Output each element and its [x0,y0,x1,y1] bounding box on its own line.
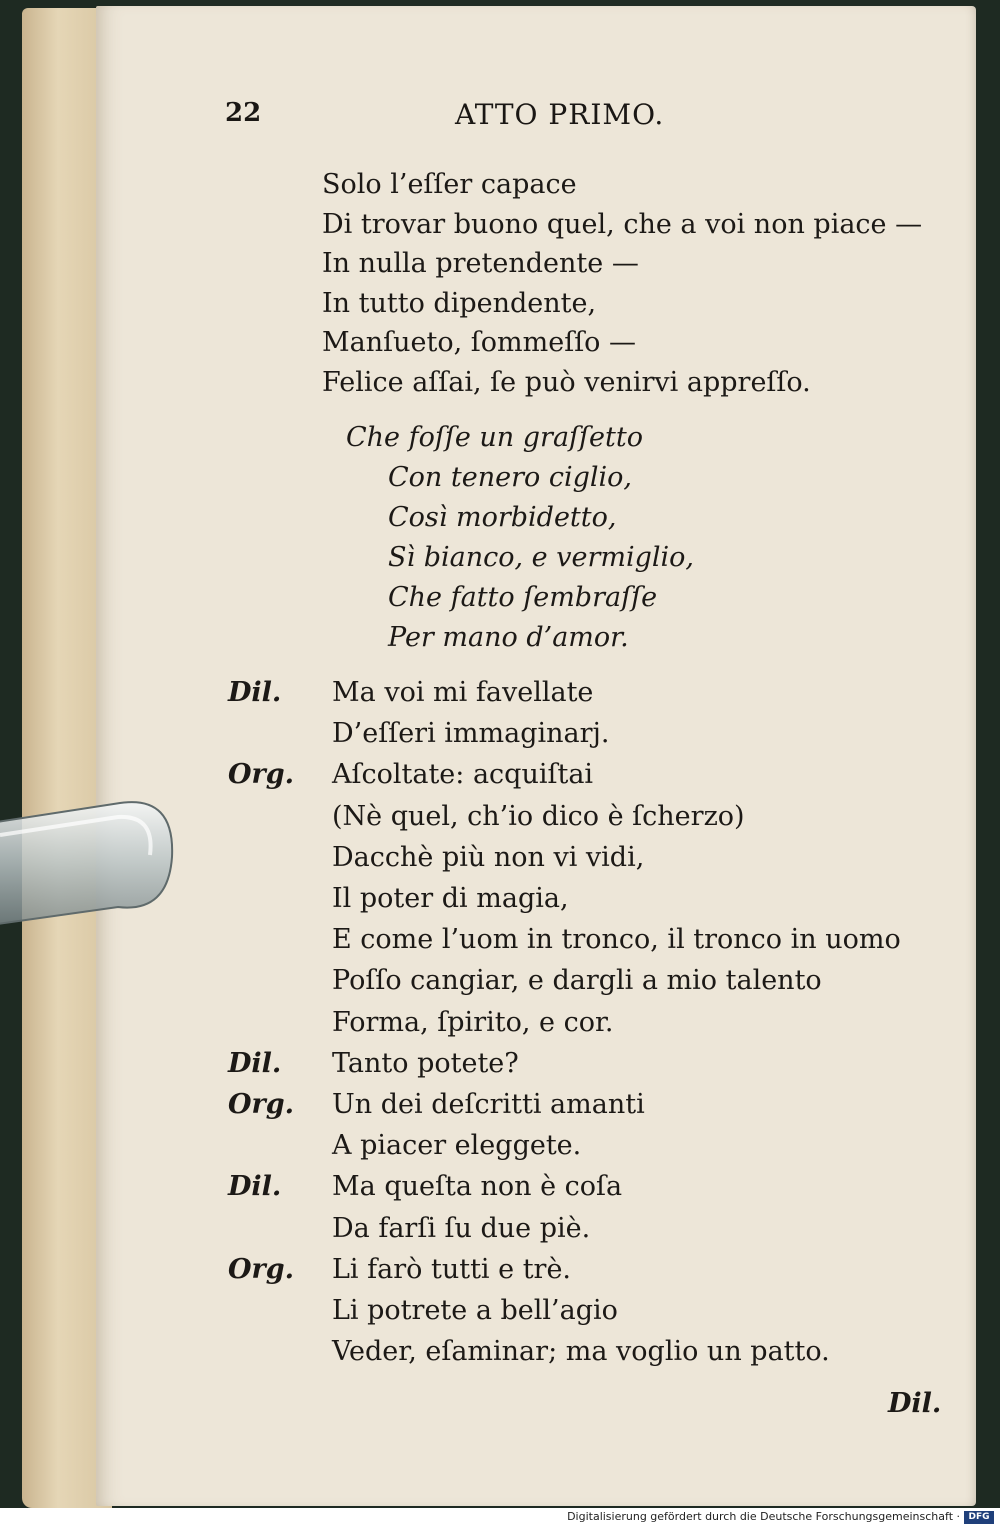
speaker-label [228,1208,332,1249]
speaker-label: Dil. [228,1047,282,1079]
verse-line: In tutto dipendente, [322,287,597,319]
speaker-label: Org. [228,759,295,791]
dialogue-line: Il poter di magia, [332,883,569,915]
speaker-label [228,919,332,960]
dialogue-line: Da farſi ſu due piè. [332,1212,591,1244]
dialogue-row [228,919,901,960]
dialogue-row [228,1290,901,1331]
dialogue-line: Tanto potete? [332,1047,519,1079]
dialogue-row [228,1208,901,1249]
dialogue-line: Li farò tutti e trè. [332,1253,572,1285]
aria-line: Che foſſe un graſſetto [346,422,643,453]
running-head: ATTO PRIMO. [455,98,665,131]
dfg-logo: DFG [964,1511,994,1524]
speaker-label [228,1125,332,1166]
page-clip-icon [0,795,180,935]
dialogue-line: Veder, eſaminar; ma voglio un patto. [332,1336,830,1368]
verse-line: Felice aſſai, ſe può venirvi appreſſo. [322,366,811,398]
dialogue-row [228,1249,901,1290]
speaker-label [228,713,332,754]
verse-line: Solo l’eſſer capace [322,169,577,200]
catchword: Dil. [888,1388,942,1419]
footer-credit: Digitalisierung gefördert durch die Deutsche Forschungsgemeinschaft · [567,1510,960,1523]
dialogue-line: Dacchè più non vi vidi, [332,841,645,873]
verse-line: Manſueto, ſommeſſo — [322,327,637,358]
speaker-label [228,960,332,1001]
speaker-label [228,1002,332,1043]
dialogue-row [228,837,901,878]
speaker-label [228,878,332,919]
aria-line: Così morbidetto, [388,502,617,533]
dialogue-line: D’eſſeri immaginarj. [332,718,610,750]
dialogue-row [228,960,901,1001]
dialogue-row [228,672,901,713]
speaker-label: Dil. [228,677,282,708]
dialogue-row [228,754,901,795]
dialogue-block [228,672,901,1372]
dialogue-line: A piacer eleggete. [332,1130,582,1162]
speaker-label [228,796,332,837]
aria-line: Con tenero ciglio, [388,462,632,493]
digitization-footer [0,1508,1000,1528]
aria-block [346,418,694,658]
dialogue-line: E come l’uom in tronco, il tronco in uomo [332,924,901,956]
dialogue-line: Poſſo cangiar, e dargli a mio talento [332,965,822,997]
dialogue-line: Forma, ſpirito, e cor. [332,1006,614,1038]
aria-line: Sì bianco, e vermiglio, [388,542,694,573]
dialogue-row [228,796,901,837]
dialogue-line: Ma voi mi favellate [332,677,594,708]
aria-line: Che fatto ſembraſſe [388,582,658,613]
dialogue-row [228,878,901,919]
dialogue-line: (Nè quel, ch’io dico è ſcherzo) [332,800,745,832]
dialogue-row [228,1125,901,1166]
verse-line: In nulla pretendente — [322,248,639,279]
dialogue-line: Un dei deſcritti amanti [332,1089,645,1121]
dialogue-line: Ma queſta non è coſa [332,1171,623,1203]
dialogue-row [228,1166,901,1207]
dialogue-row [228,1043,901,1084]
speaker-label [228,1331,332,1372]
page-number: 22 [225,98,262,128]
speaker-label: Org. [228,1253,295,1285]
dialogue-row [228,1002,901,1043]
speaker-label [228,837,332,878]
speaker-label: Dil. [228,1171,282,1203]
dialogue-row [228,713,901,754]
speaker-label: Org. [228,1089,295,1121]
dialogue-line: Aſcoltate: acquiſtai [332,759,594,791]
aria-line: Per mano d’amor. [388,622,629,653]
dialogue-line: Li potrete a bell’agio [332,1295,618,1327]
speaker-label [228,1290,332,1331]
dialogue-row [228,1084,901,1125]
verse-block [322,165,922,402]
verse-line: Di trovar buono quel, che a voi non piace — [322,208,923,240]
dialogue-row [228,1331,901,1372]
